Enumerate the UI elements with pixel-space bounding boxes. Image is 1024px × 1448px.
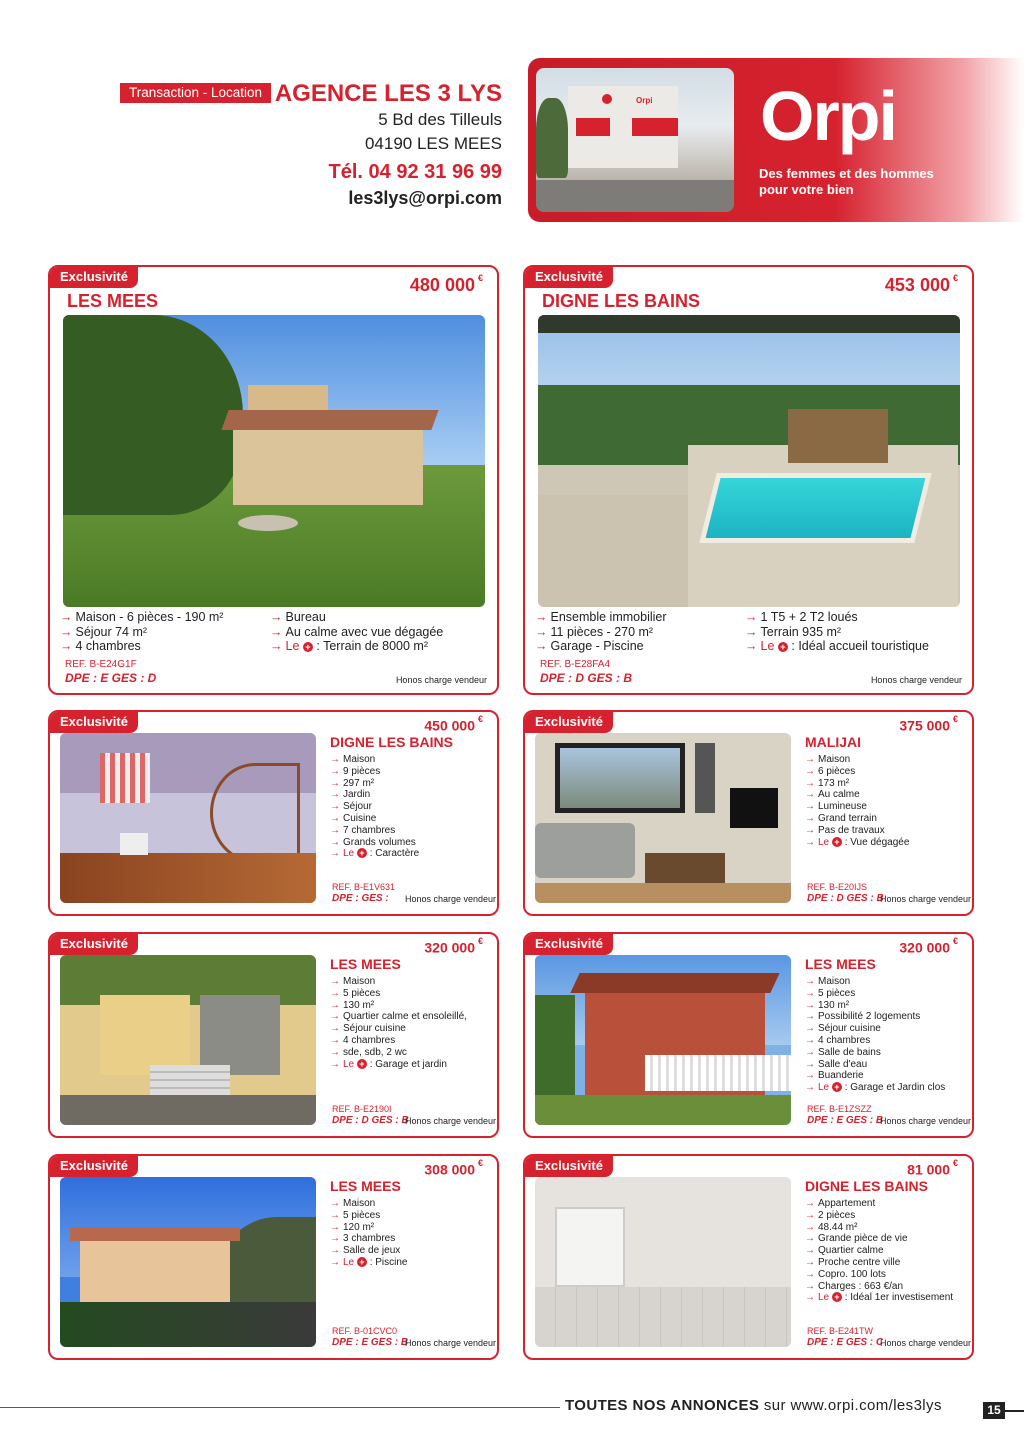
- fees-note: Honos charge vendeur: [405, 894, 497, 904]
- listing-card[interactable]: [523, 265, 974, 695]
- feature-item: → Garage - Piscine: [535, 639, 667, 654]
- feature-item: → Charges : 663 €/an: [805, 1281, 953, 1293]
- listing-dpe: DPE : E GES : B: [332, 1337, 409, 1348]
- feature-item: → 5 pièces: [330, 988, 467, 1000]
- listing-card[interactable]: [48, 1154, 499, 1360]
- shop-sign: Orpi: [636, 96, 653, 105]
- features-list: [805, 754, 909, 848]
- listing-price: 375 000 €: [899, 714, 958, 734]
- feature-item: → Pas de travaux: [805, 825, 909, 837]
- feature-item: → 5 pièces: [330, 1210, 407, 1222]
- exclusive-badge: Exclusivité: [525, 712, 613, 733]
- address-line-2: 04190 LES MEES: [364, 134, 502, 153]
- feature-item: → Ensemble immobilier: [535, 610, 667, 625]
- agency-storefront-photo: [536, 68, 734, 212]
- plus-icon: +: [357, 848, 367, 858]
- fees-note: Honos charge vendeur: [880, 894, 972, 904]
- feature-item: → 4 chambres: [805, 1035, 945, 1047]
- feature-item: → Au calme: [805, 789, 909, 801]
- feature-item: → Maison: [805, 976, 945, 988]
- feature-item: → 4 chambres: [330, 1035, 467, 1047]
- feature-item: → 3 chambres: [330, 1233, 407, 1245]
- agency-name: AGENCE LES 3 LYS: [274, 80, 502, 107]
- feature-item: → Séjour cuisine: [330, 1023, 467, 1035]
- listing-ref: REF. B-E20IJS: [807, 882, 868, 892]
- property-photo[interactable]: [60, 733, 316, 903]
- features-list: [330, 976, 467, 1070]
- features-list: [805, 976, 945, 1094]
- listing-dpe: DPE : D GES : B: [540, 671, 633, 685]
- feature-item: → 7 chambres: [330, 825, 419, 837]
- listing-ref: REF. B-E241TW: [807, 1326, 874, 1336]
- slogan-line-2: pour votre bien: [759, 182, 854, 197]
- feature-item: → sde, sdb, 2 wc: [330, 1047, 467, 1059]
- listing-card[interactable]: [523, 710, 974, 916]
- listing-ref: REF. B-E24G1F: [65, 659, 137, 670]
- plus-icon: +: [357, 1257, 367, 1267]
- listing-card[interactable]: [523, 932, 974, 1138]
- feature-item: → Jardin: [330, 789, 419, 801]
- listing-dpe: DPE : D GES : B: [807, 893, 884, 904]
- footer-link[interactable]: [565, 1397, 942, 1414]
- property-photo[interactable]: [535, 955, 791, 1125]
- listing-location: DIGNE LES BAINS: [805, 1178, 928, 1194]
- feature-item: → Quartier calme: [805, 1245, 953, 1257]
- feature-plus: → Le + : Garage et jardin: [330, 1059, 467, 1071]
- feature-item: → Maison - 6 pièces - 190 m²: [60, 610, 223, 625]
- property-photo[interactable]: [60, 1177, 316, 1347]
- feature-item: → Grand terrain: [805, 813, 909, 825]
- property-photo[interactable]: [535, 1177, 791, 1347]
- listing-price: 450 000 €: [424, 714, 483, 734]
- features-right: [270, 610, 443, 654]
- fees-note: Honos charge vendeur: [405, 1116, 497, 1126]
- fees-note: Honos charge vendeur: [395, 675, 487, 685]
- feature-item: → Grands volumes: [330, 837, 419, 849]
- feature-plus: → Le + : Garage et Jardin clos: [805, 1082, 945, 1094]
- listing-price: 480 000 €: [409, 273, 483, 295]
- feature-item: → Salle de jeux: [330, 1245, 407, 1257]
- feature-item: → 130 m²: [330, 1000, 467, 1012]
- feature-item: → Lumineuse: [805, 801, 909, 813]
- exclusive-badge: Exclusivité: [50, 934, 138, 955]
- plus-icon: +: [778, 642, 788, 652]
- feature-item: → 4 chambres: [60, 639, 223, 654]
- listing-location: LES MEES: [330, 1178, 401, 1194]
- listing-location: LES MEES: [330, 956, 401, 972]
- feature-item: → 5 pièces: [805, 988, 945, 1000]
- feature-item: → 9 pièces: [330, 766, 419, 778]
- features-list: [330, 754, 419, 860]
- footer-url: sur www.orpi.com/les3lys: [759, 1397, 942, 1414]
- property-photo[interactable]: [535, 733, 791, 903]
- plus-icon: +: [832, 1292, 842, 1302]
- feature-item: → Buanderie: [805, 1070, 945, 1082]
- exclusive-badge: Exclusivité: [50, 267, 138, 288]
- listing-card[interactable]: [48, 265, 499, 695]
- plus-icon: +: [303, 642, 313, 652]
- plus-icon: +: [832, 1082, 842, 1092]
- plus-icon: +: [832, 837, 842, 847]
- feature-item: → Appartement: [805, 1198, 953, 1210]
- listing-dpe: DPE : E GES : D: [65, 671, 157, 685]
- feature-plus: → Le + : Terrain de 8000 m²: [270, 639, 443, 654]
- feature-plus: → Le + : Piscine: [330, 1257, 407, 1269]
- feature-item: → 173 m²: [805, 778, 909, 790]
- listing-ref: REF. B-E2190I: [332, 1104, 392, 1114]
- orpi-banner: [528, 58, 1024, 222]
- listing-ref: REF. B-E28FA4: [540, 659, 611, 670]
- feature-item: → Séjour 74 m²: [60, 625, 223, 640]
- listing-price: 81 000 €: [907, 1158, 958, 1178]
- property-photo[interactable]: [63, 315, 485, 607]
- listing-price: 320 000 €: [899, 936, 958, 956]
- listing-card[interactable]: [48, 932, 499, 1138]
- features-right: [745, 610, 929, 654]
- exclusive-badge: Exclusivité: [50, 1156, 138, 1177]
- feature-item: → Terrain 935 m²: [745, 625, 929, 640]
- features-left: [60, 610, 223, 654]
- listing-location: DIGNE LES BAINS: [330, 734, 453, 750]
- footer-divider: [0, 1407, 560, 1408]
- fees-note: Honos charge vendeur: [405, 1338, 497, 1348]
- plus-icon: +: [357, 1059, 367, 1069]
- feature-plus: → Le + : Caractère: [330, 848, 419, 860]
- property-photo[interactable]: [60, 955, 316, 1125]
- feature-item: → 2 pièces: [805, 1210, 953, 1222]
- feature-item: → Proche centre ville: [805, 1257, 953, 1269]
- feature-item: → Maison: [330, 976, 467, 988]
- feature-item: → Salle d'eau: [805, 1059, 945, 1071]
- listing-ref: REF. B-E1ZSZZ: [807, 1104, 872, 1114]
- features-list: [330, 1198, 407, 1269]
- features-left: [535, 610, 667, 654]
- page-number: 15: [983, 1402, 1005, 1419]
- property-photo[interactable]: [538, 315, 960, 607]
- feature-plus: → Le + : Idéal 1er investisement: [805, 1292, 953, 1304]
- page-number-line: [1005, 1410, 1024, 1412]
- listing-dpe: DPE : E GES : B: [807, 1115, 884, 1126]
- transaction-tag: Transaction - Location: [120, 83, 271, 103]
- slogan: [759, 166, 934, 198]
- feature-item: → Possibilité 2 logements: [805, 1011, 945, 1023]
- email-link[interactable]: les3lys@orpi.com: [348, 188, 502, 208]
- feature-item: → Quartier calme et ensoleillé,: [330, 1011, 467, 1023]
- listing-price: 320 000 €: [424, 936, 483, 956]
- listing-card[interactable]: [48, 710, 499, 916]
- listing-ref: REF. B-E1V631: [332, 882, 396, 892]
- feature-item: → 130 m²: [805, 1000, 945, 1012]
- listing-location: LES MEES: [67, 291, 159, 311]
- listing-location: LES MEES: [805, 956, 876, 972]
- listing-card[interactable]: [523, 1154, 974, 1360]
- feature-item: → Maison: [330, 1198, 407, 1210]
- feature-item: → Grande pièce de vie: [805, 1233, 953, 1245]
- feature-item: → 1 T5 + 2 T2 loués: [745, 610, 929, 625]
- feature-item: → Salle de bains: [805, 1047, 945, 1059]
- feature-plus: → Le + : Idéal accueil touristique: [745, 639, 929, 654]
- feature-item: → Bureau: [270, 610, 443, 625]
- feature-item: → 48.44 m²: [805, 1222, 953, 1234]
- fees-note: Honos charge vendeur: [880, 1116, 972, 1126]
- listing-dpe: DPE : E GES : C: [807, 1337, 884, 1348]
- feature-item: → Cuisine: [330, 813, 419, 825]
- feature-item: → Maison: [330, 754, 419, 766]
- listing-price: 308 000 €: [424, 1158, 483, 1178]
- feature-item: → Maison: [805, 754, 909, 766]
- feature-plus: → Le + : Vue dégagée: [805, 837, 909, 849]
- feature-item: → 120 m²: [330, 1222, 407, 1234]
- agency-header: [100, 80, 502, 210]
- listing-ref: REF. B-01CVC0: [332, 1326, 398, 1336]
- exclusive-badge: Exclusivité: [50, 712, 138, 733]
- feature-item: → Séjour: [330, 801, 419, 813]
- feature-item: → 11 pièces - 270 m²: [535, 625, 667, 640]
- footer-bold: TOUTES NOS ANNONCES: [565, 1397, 760, 1414]
- feature-item: → Séjour cuisine: [805, 1023, 945, 1035]
- feature-item: → Au calme avec vue dégagée: [270, 625, 443, 640]
- listing-location: DIGNE LES BAINS: [542, 291, 701, 311]
- address-line-1: 5 Bd des Tilleuls: [378, 110, 502, 129]
- fees-note: Honos charge vendeur: [880, 1338, 972, 1348]
- orpi-logo: Orpi: [760, 77, 896, 155]
- listing-price: 453 000 €: [884, 273, 958, 295]
- feature-item: → 297 m²: [330, 778, 419, 790]
- exclusive-badge: Exclusivité: [525, 934, 613, 955]
- features-list: [805, 1198, 953, 1304]
- exclusive-badge: Exclusivité: [525, 1156, 613, 1177]
- exclusive-badge: Exclusivité: [525, 267, 613, 288]
- slogan-line-1: Des femmes et des hommes: [759, 166, 934, 181]
- phone-number[interactable]: Tél. 04 92 31 96 99: [328, 161, 502, 183]
- listing-location: MALIJAI: [805, 734, 861, 750]
- feature-item: → 6 pièces: [805, 766, 909, 778]
- listing-dpe: DPE : GES :: [332, 893, 389, 904]
- feature-item: → Copro. 100 lots: [805, 1269, 953, 1281]
- listing-dpe: DPE : D GES : B: [332, 1115, 409, 1126]
- fees-note: Honos charge vendeur: [870, 675, 962, 685]
